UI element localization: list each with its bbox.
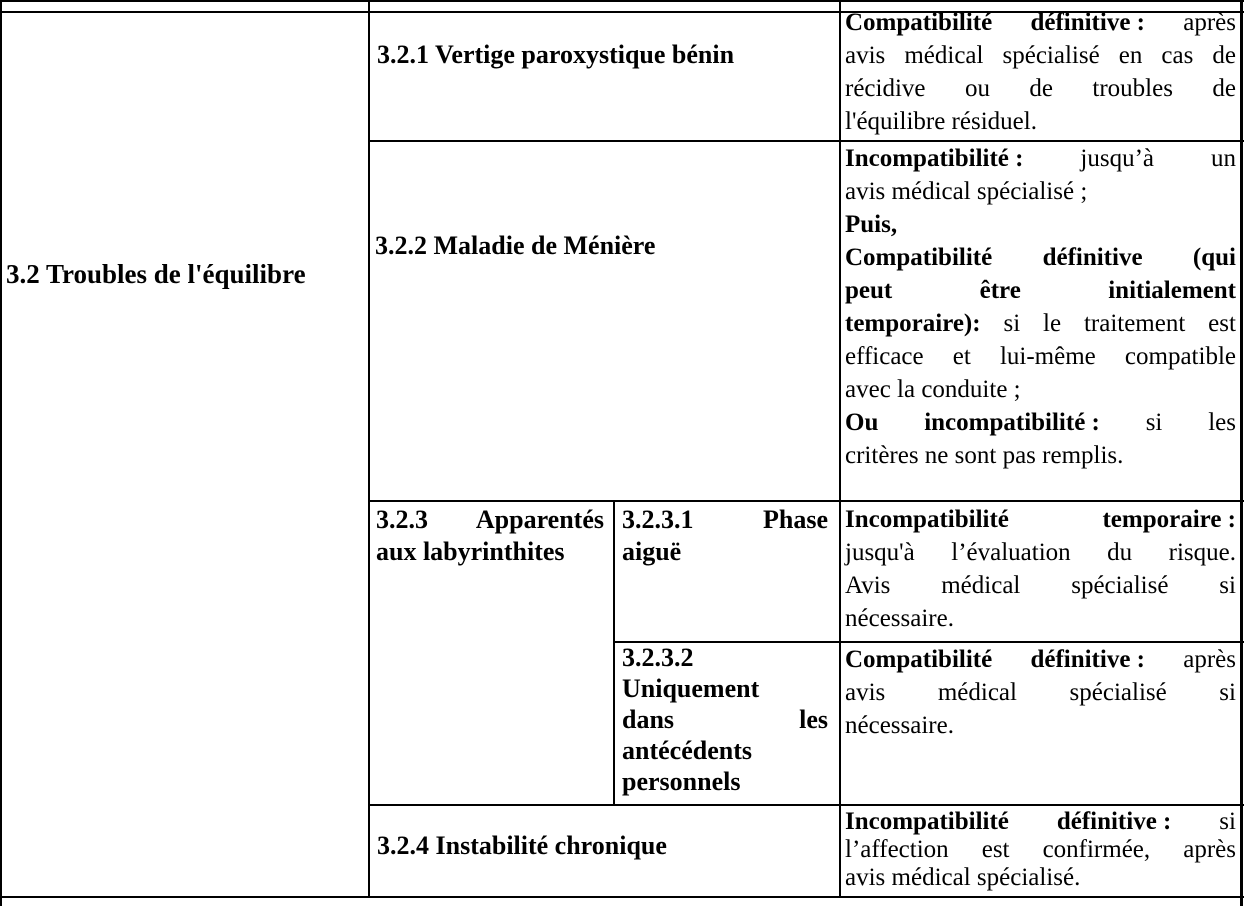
text-line: Compatibilité définitive : après	[845, 646, 1236, 673]
text-line: antécédents	[622, 736, 752, 765]
cell-verdict-3-2-1	[845, 6, 1236, 138]
text-line: Compatibilité définitive : après	[845, 9, 1236, 36]
text-line: avec la conduite ;	[845, 376, 1021, 403]
cell-condition-3-2-4: 3.2.4 Instabilité chronique	[377, 831, 667, 860]
text-line: Uniquement	[622, 674, 760, 703]
cell-verdict-3-2-3-1	[845, 503, 1236, 635]
text-line: critères ne sont pas remplis.	[845, 442, 1124, 469]
cell-condition-3-2-3	[376, 504, 604, 568]
text-line: personnels	[622, 767, 741, 796]
grid-line-left	[0, 0, 2, 906]
grid-line-top	[0, 0, 1244, 2]
text-line: nécessaire.	[845, 712, 954, 739]
cell-verdict-3-2-4	[845, 808, 1236, 892]
text-line: aiguë	[622, 537, 682, 566]
text-line: 3.2.3.2	[622, 643, 694, 672]
grid-line-right	[1240, 0, 1243, 906]
cell-section-label: 3.2 Troubles de l'équilibre	[6, 259, 306, 289]
text-line: 3.2.3 Apparentés	[376, 505, 604, 534]
text-line: Puis,	[845, 211, 898, 238]
text-line: avis médical spécialisé.	[845, 864, 1081, 891]
text-line: Incompatibilité définitive : si	[845, 808, 1236, 835]
text-line: 3.2.3.1 Phase	[622, 505, 828, 534]
text-line: récidive ou de troubles de	[845, 75, 1236, 102]
grid-line-subcol	[613, 500, 615, 806]
text-line: dans les	[622, 705, 828, 734]
text-line: l’affection est confirmée, après	[845, 836, 1236, 863]
text-line: avis médical spécialisé en cas de	[845, 42, 1236, 69]
text-line: peut être initialement	[845, 277, 1236, 304]
text-line: efficace et lui-même compatible	[845, 343, 1236, 370]
text-line: nécessaire.	[845, 605, 954, 632]
cell-verdict-3-2-2	[845, 142, 1236, 472]
text-line: Incompatibilité temporaire :	[845, 506, 1236, 533]
cell-verdict-3-2-3-2	[845, 643, 1236, 742]
grid-line-row3-bottom	[368, 804, 1244, 806]
cell-condition-3-2-2: 3.2.2 Maladie de Ménière	[375, 231, 656, 260]
text-line: Incompatibilité : jusqu’à un	[845, 145, 1236, 172]
cell-condition-3-2-3-1	[622, 504, 828, 568]
text-line: jusqu'à l’évaluation du risque.	[845, 539, 1236, 566]
text-line: l'équilibre résiduel.	[845, 108, 1037, 135]
text-line: Ou incompatibilité : si les	[845, 409, 1236, 436]
grid-line-section-bottom	[0, 896, 1244, 898]
text-line: avis médical spécialisé si	[845, 679, 1236, 706]
text-line: Compatibilité définitive (qui	[845, 244, 1236, 271]
grid-line-col2	[839, 0, 841, 898]
text-line: temporaire): si le traitement est	[845, 310, 1236, 337]
cell-condition-3-2-1: 3.2.1 Vertige paroxystique bénin	[377, 40, 735, 69]
text-line: avis médical spécialisé ;	[845, 178, 1088, 205]
text-line: Avis médical spécialisé si	[845, 572, 1236, 599]
text-line: aux labyrinthites	[376, 537, 565, 566]
cell-condition-3-2-3-2	[622, 642, 828, 797]
grid-line-row2-bottom	[368, 500, 1244, 502]
grid-line-col1	[368, 0, 370, 898]
